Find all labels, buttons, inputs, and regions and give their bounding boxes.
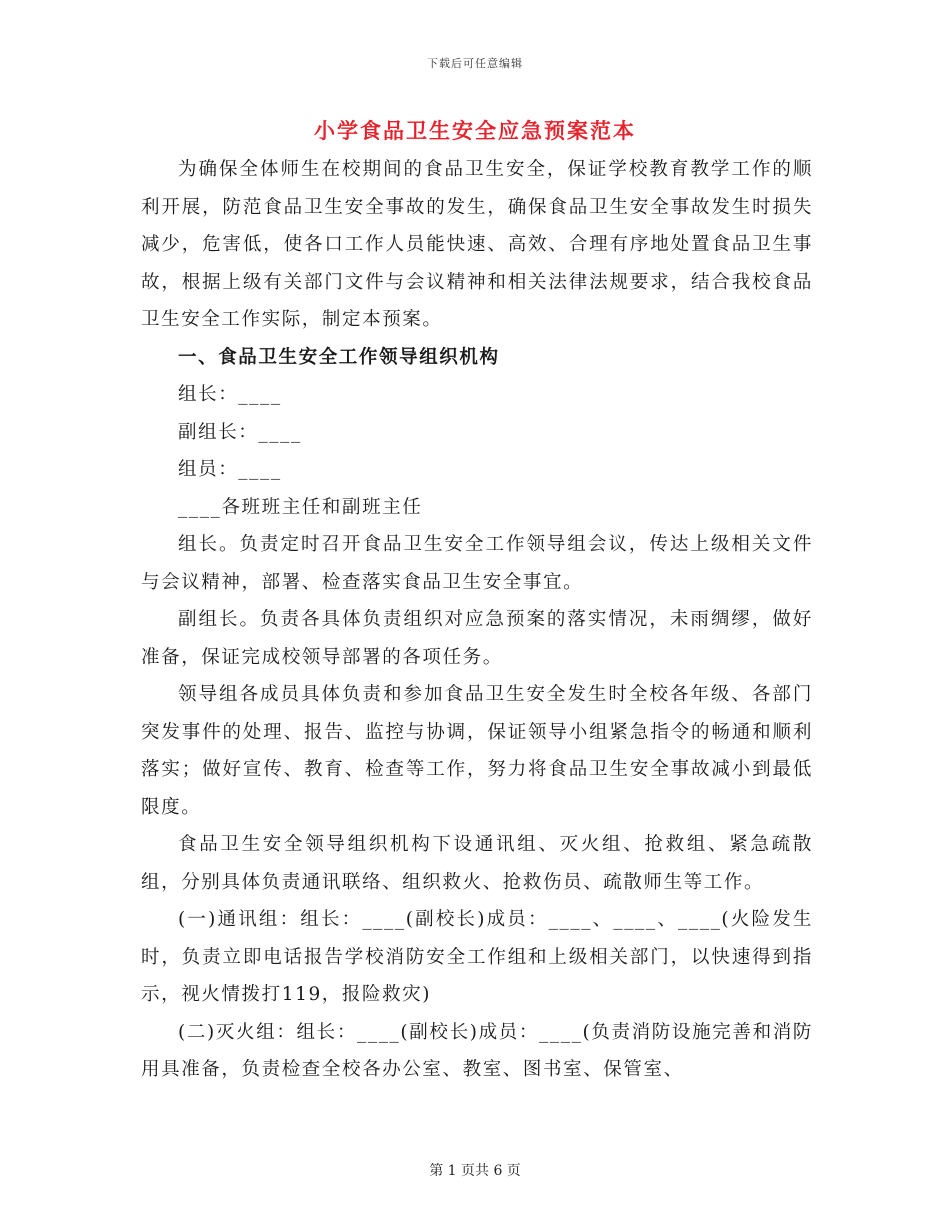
section-heading: 一、食品卫生安全工作领导组织机构: [178, 346, 500, 368]
leader-duty-paragraph: 组长。负责定时召开食品卫生安全工作领导组会议，传达上级相关文件与会议精神，部署、检查落实食品卫生安全事宜。: [141, 534, 813, 593]
intro-paragraph: 为确保全体师生在校期间的食品卫生安全，保证学校教育教学工作的顺利开展，防范食品卫生安全事故的发生，确保食品卫生安全事故发生时损失减少，危害低，使各口工作人员能快速、高效、合理有序地处置食品卫生事故，根据上级有关部门文件与会议精神和相关法律法规要求，结合我校食品卫生安全工作实际，制定本预案。: [141, 159, 813, 330]
deputy-duty-paragraph: 副组长。负责各具体负责组织对应急预案的落实情况，未雨绸缪，做好准备，保证完成校领导部署的各项任务。: [141, 609, 813, 668]
subgroups-paragraph: 食品卫生安全领导组织机构下设通讯组、灭火组、抢救组、紧急疏散组，分别具体负责通讯联络、组织救火、抢救伤员、疏散师生等工作。: [141, 834, 813, 893]
members-duty-paragraph: 领导组各成员具体负责和参加食品卫生安全发生时全校各年级、各部门突发事件的处理、报告、监控与协调，保证领导小组紧急指令的畅通和顺利落实；做好宣传、教育、检查等工作，努力将食品卫生安全事故减小到最低限度。: [141, 684, 813, 818]
communication-group-paragraph: (一)通讯组：组长：____(副校长)成员：____、____、____(火险发生时，负责立即电话报告学校消防安全工作组和上级相关部门，以快速得到指示，视火情拨打119，报险救灾): [141, 909, 813, 1005]
deputy-leader-line: 副组长：____: [178, 421, 302, 443]
leader-line: 组长：____: [178, 384, 282, 405]
header-note: 下载后可任意编辑: [427, 57, 523, 70]
class-teachers-line: ____各班班主任和副班主任: [178, 496, 423, 518]
document-body: [141, 151, 813, 1089]
members-line: 组员：____: [178, 459, 282, 480]
document-title: 小学食品卫生安全应急预案范本: [314, 119, 636, 143]
firefighting-group-paragraph: (二)灭火组：组长：____(副校长)成员：____(负责消防设施完善和消防用具准备，负责检查全校各办公室、教室、图书室、保管室、: [141, 1021, 813, 1080]
page-footer: 第 1 页共 6 页: [429, 1163, 521, 1179]
